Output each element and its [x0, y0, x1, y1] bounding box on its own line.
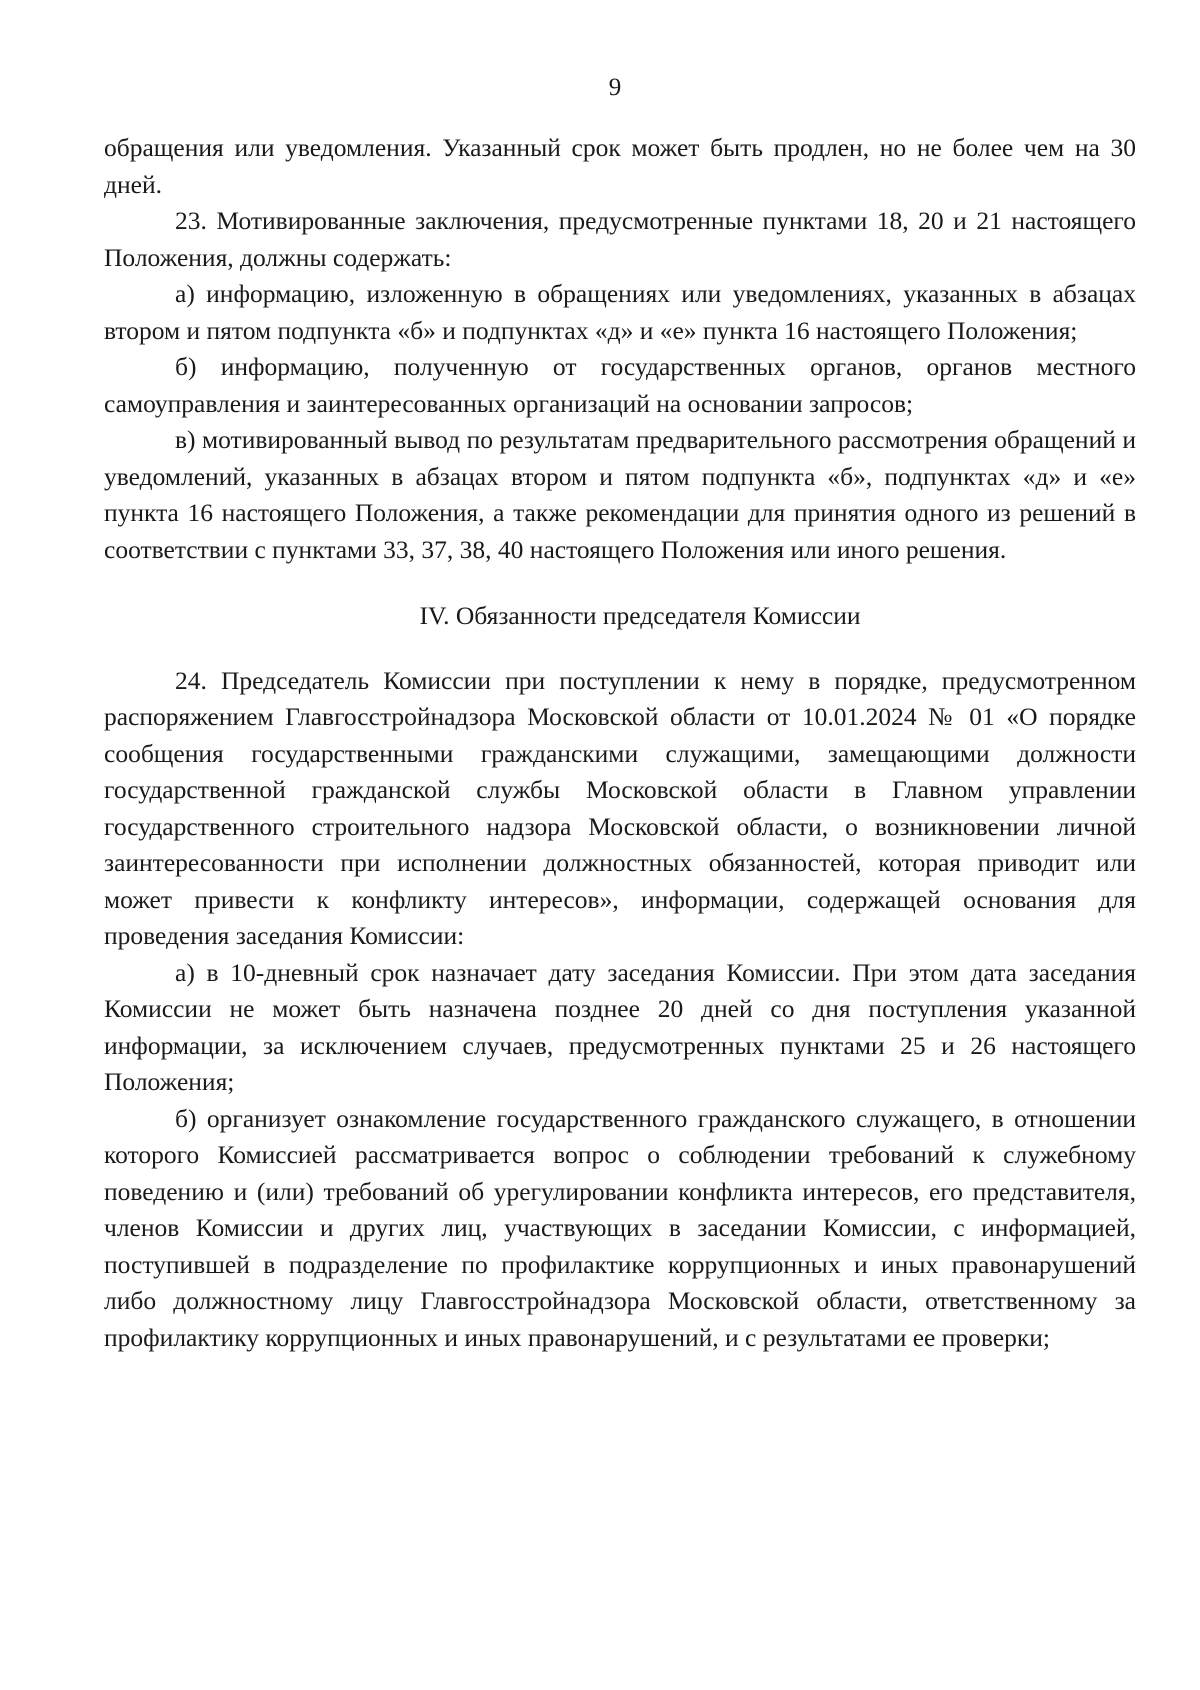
paragraph-23-a: а) информацию, изложенную в обращениях или уведомлениях, указанных в абзацах втором и пятом подпункта «б» и подпунктах «д» и «е» пункта 16 настоящего Положения; — [104, 279, 1136, 345]
page-number: 9 — [608, 74, 622, 101]
section-heading: IV. Обязанности председателя Комиссии — [419, 601, 861, 630]
paragraph-23: 23. Мотивированные заключения, предусмотренные пунктами 18, 20 и 21 настоящего Положения, должны содержать: — [104, 206, 1136, 272]
paragraph-continuation: обращения или уведомления. Указанный срок может быть продлен, но не более чем на 30 дней. — [104, 133, 1136, 199]
paragraph-24-a: а) в 10-дневный срок назначает дату заседания Комиссии. При этом дата заседания Комиссии не может быть назначена позднее 20 дней со дня поступления указанной информации, за исключением случаев, предусмотренных пунктами 25 и 26 настоящего Положения; — [104, 957, 1136, 1096]
paragraph-24: 24. Председатель Комиссии при поступлении к нему в порядке, предусмотренном распоряжением Главгосстройнадзора Московской области от 10.01.2024 № 01 «О порядке сообщения государственными гражданскими служащими, замещающими должности государственной гражданской службы Московской области в Главном управлении государственного строительного надзора Московской области, о возникновении личной заинтересованности при исполнении должностных обязанностей, которая приводит или может привести к конфликту интересов», информации, содержащей основания для проведения заседания Комиссии: — [104, 665, 1136, 950]
document-body — [104, 130, 1136, 1356]
paragraph-23-b: б) информацию, полученную от государственных органов, органов местного самоуправления и заинтересованных организаций на основании запросов; — [104, 352, 1136, 418]
paragraph-24-b: б) организует ознакомление государственного гражданского служащего, в отношении которого Комиссией рассматривается вопрос о соблюдении требований к служебному поведению и (или) требований об урегулировании конфликта интересов, его представителя, членов Комиссии и других лиц, участвующих в заседании Комиссии, с информацией, поступившей в подразделение по профилактике коррупционных и иных правонарушений либо должностному лицу Главгосстройнадзора Московской области, ответственному за профилактику коррупционных и иных правонарушений, и с результатами ее проверки; — [104, 1103, 1136, 1352]
paragraph-23-v: в) мотивированный вывод по результатам предварительного рассмотрения обращений и уведомлений, указанных в абзацах втором и пятом подпункта «б», подпунктах «д» и «е» пункта 16 настоящего Положения, а также рекомендации для принятия одного из решений в соответствии с пунктами 33, 37, 38, 40 настоящего Положения или иного решения. — [104, 425, 1136, 564]
